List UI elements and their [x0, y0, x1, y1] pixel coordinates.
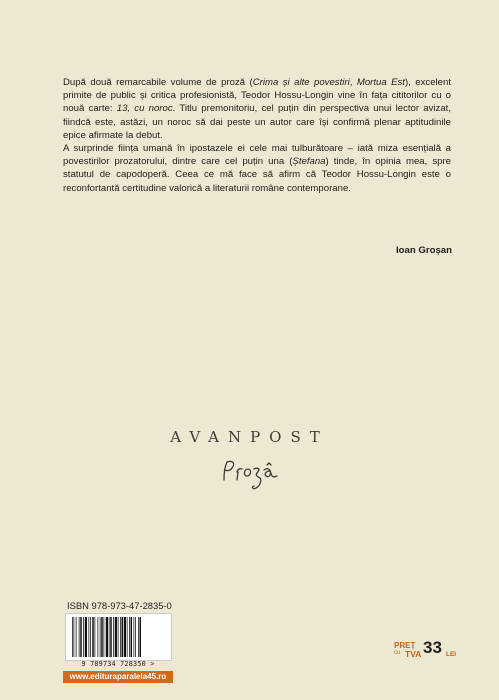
price-currency: LEI	[446, 651, 457, 658]
isbn-barcode	[65, 613, 172, 661]
blurb-author: Ioan Groșan	[396, 245, 452, 256]
price-tag	[394, 638, 464, 668]
book-title-italic: 13, cu noroc	[116, 103, 173, 115]
price-tva: TVA	[405, 649, 422, 659]
genre-signature-logo	[218, 456, 288, 496]
isbn-label: ISBN 978-973-47-2835-0	[67, 600, 172, 611]
story-title-italic: Ștefana	[292, 156, 326, 168]
blurb-text: După două remarcabile volume de proză (	[63, 77, 253, 88]
barcode-digits: 9 789734 728350 >	[81, 660, 155, 668]
blurb-text: ,	[349, 77, 357, 88]
blurb-paragraph-1	[63, 76, 451, 142]
blurb-text: ), excelent primite de public și critica profesionistă, Teodor Hossu-Longin vine în fața cititorilor cu o nouă carte:	[63, 77, 452, 115]
blurb-paragraph-2	[63, 142, 451, 195]
blurb-text: . Titlu premonitoriu, cel puțin din perspectiva unui lector avizat, fiindcă este, astăzi, un noroc să dai peste un autor care își confirmă plenar aptitudinile epice afirmate la debut.	[63, 103, 451, 141]
book-title-italic: Crima și alte povestiri	[252, 77, 350, 88]
price-cu: cu	[394, 650, 401, 656]
book-title-italic: Mortua Est	[356, 77, 405, 88]
publisher-website: www.edituraparalela45.ro	[63, 671, 173, 683]
price-label: PREȚ	[394, 641, 416, 650]
series-name: AVANPOST	[170, 428, 329, 446]
blurb-text: ) tinde, în opinia mea, spre statutul de capodoperă. Ceea ce mă face să afirm că Teodor Hossu-Longin este o reconfortantă certitudine valorică a literaturii române contemporane.	[63, 156, 451, 194]
blurb-text: A surprinde ființa umană în ipostazele ei cele mai tulburătoare – iată miza esențială a povestirilor prozatorului, dintre care cel puțin una (	[63, 143, 451, 168]
back-cover-blurb	[63, 76, 451, 195]
price-amount: 33	[423, 638, 442, 657]
